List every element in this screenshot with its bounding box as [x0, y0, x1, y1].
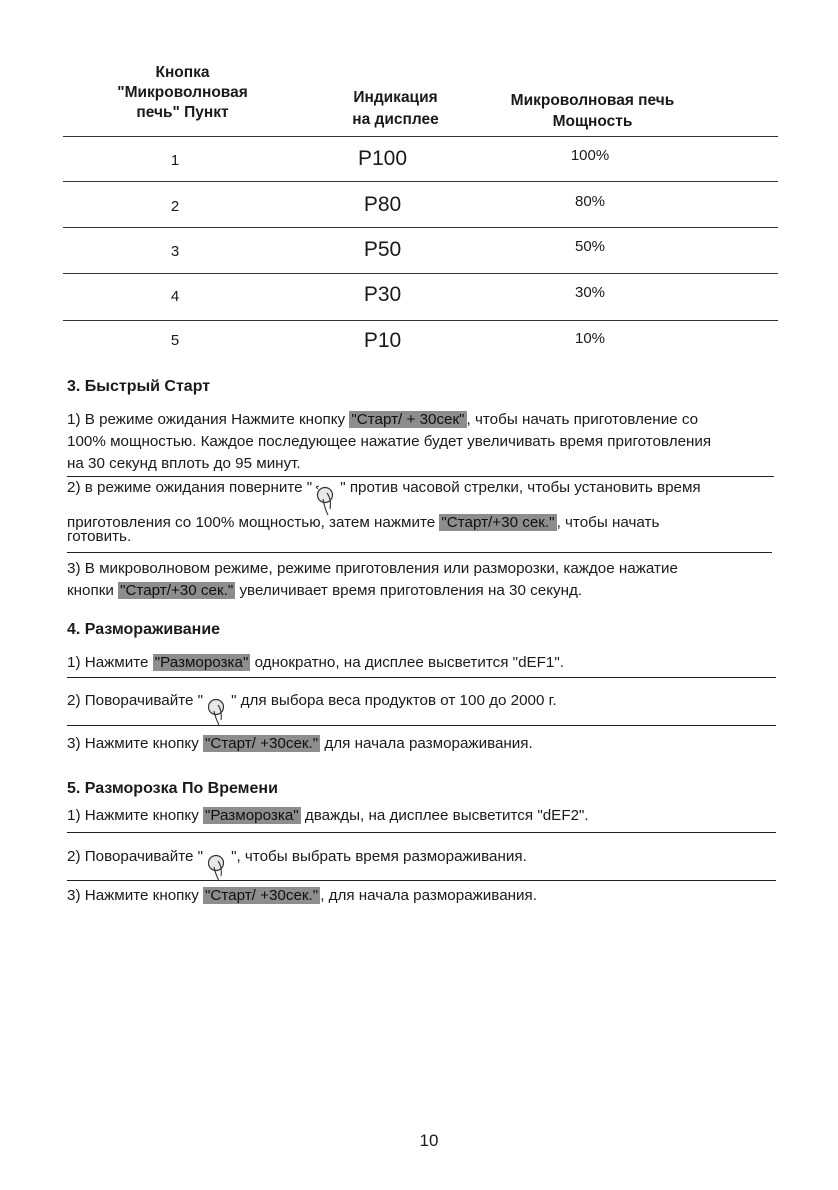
rotary-knob-hand-icon: [314, 485, 338, 507]
paragraph-line: 3) Нажмите кнопку "Старт/ +30сек." , для начала размораживания.: [67, 887, 537, 904]
highlighted-button-label: "Старт/+30 сек.": [441, 514, 555, 531]
table-rule: [63, 273, 778, 274]
paragraph-line: 3) В микроволновом режиме, режиме приготовления или разморозки, каждое нажатие: [67, 560, 678, 577]
table-header-power: Микроволновая печь Мощность: [510, 92, 675, 130]
paragraph-line: 2) в режиме ожидания поверните " " против часовой стрелки, чтобы установить время: [67, 479, 701, 507]
table-cell-item: 1: [170, 152, 180, 169]
paragraph-line: 100% мощностью. Каждое последующее нажатие будет увеличивать время приготовления: [67, 433, 712, 450]
highlighted-button-label: "Старт/ + 30сек": [351, 411, 465, 428]
table-cell-item: 5: [170, 332, 180, 349]
paragraph-line: 1) Нажмите кнопку "Разморозка" дважды, на дисплее высветится "dEF2".: [67, 807, 589, 824]
table-cell-code: P30: [363, 283, 402, 306]
table-cell-code: P50: [363, 238, 402, 261]
highlighted-button-label: "Старт/ +30сек.": [205, 887, 319, 904]
highlighted-button-label: "Разморозка": [205, 807, 299, 824]
table-header-item: Кнопка "Микроволновая печь" Пункт: [117, 64, 248, 121]
section-divider: [67, 880, 776, 881]
rotary-knob-hand-icon: [205, 698, 229, 720]
table-cell-power: 100%: [570, 147, 610, 164]
paragraph-line: 1) В режиме ожидания Нажмите кнопку "Старт/ + 30сек" , чтобы начать приготовление со: [67, 411, 699, 428]
table-cell-code: P100: [357, 147, 408, 170]
table-header-display: Индикация на дисплее: [352, 89, 439, 128]
page-number: 10: [419, 1131, 439, 1150]
rotary-knob-hand-icon: [205, 854, 229, 876]
section-divider: [67, 677, 776, 678]
paragraph-line: готовить.: [67, 528, 132, 545]
table-cell-power: 30%: [574, 284, 606, 301]
table-rule: [63, 181, 778, 182]
table-cell-code: P10: [363, 329, 402, 352]
paragraph-line: 2) Поворачивайте " " для выбора веса продуктов от 100 до 2000 г.: [67, 692, 557, 720]
paragraph-line: 2) Поворачивайте " ", чтобы выбрать время размораживания.: [67, 848, 527, 876]
section-divider: [67, 832, 776, 833]
table-cell-item: 2: [170, 198, 180, 215]
highlighted-button-label: "Старт/+30 сек.": [120, 582, 234, 599]
highlighted-button-label: "Старт/ +30сек.": [205, 735, 319, 752]
paragraph-line: приготовления со 100% мощностью, затем нажмите "Старт/+30 сек." , чтобы начать: [67, 514, 660, 531]
section-divider: [67, 552, 772, 553]
highlighted-button-label: "Разморозка": [154, 654, 249, 671]
section-heading-defrost: 4. Размораживание: [67, 621, 221, 638]
section-heading-quick-start: 3. Быстрый Старт: [67, 378, 211, 395]
table-rule: [63, 320, 778, 321]
table-rule: [63, 136, 778, 137]
paragraph-line: на 30 секунд вплоть до 95 минут.: [67, 455, 301, 472]
table-cell-code: P80: [363, 193, 402, 216]
section-divider: [67, 725, 776, 726]
paragraph-line: кнопки "Старт/+30 сек." увеличивает время приготовления на 30 секунд.: [67, 582, 583, 599]
table-cell-power: 10%: [574, 330, 606, 347]
table-cell-item: 3: [170, 243, 180, 260]
table-rule: [63, 227, 778, 228]
paragraph-line: 1) Нажмите "Разморозка" однократно, на дисплее высветится "dEF1".: [67, 654, 564, 671]
paragraph-line: 3) Нажмите кнопку "Старт/ +30сек." для начала размораживания.: [67, 735, 533, 752]
section-heading-timed-defrost: 5. Разморозка По Времени: [67, 780, 278, 797]
table-cell-item: 4: [170, 288, 180, 305]
table-cell-power: 80%: [574, 193, 606, 210]
section-divider: [67, 476, 774, 477]
table-cell-power: 50%: [574, 238, 606, 255]
